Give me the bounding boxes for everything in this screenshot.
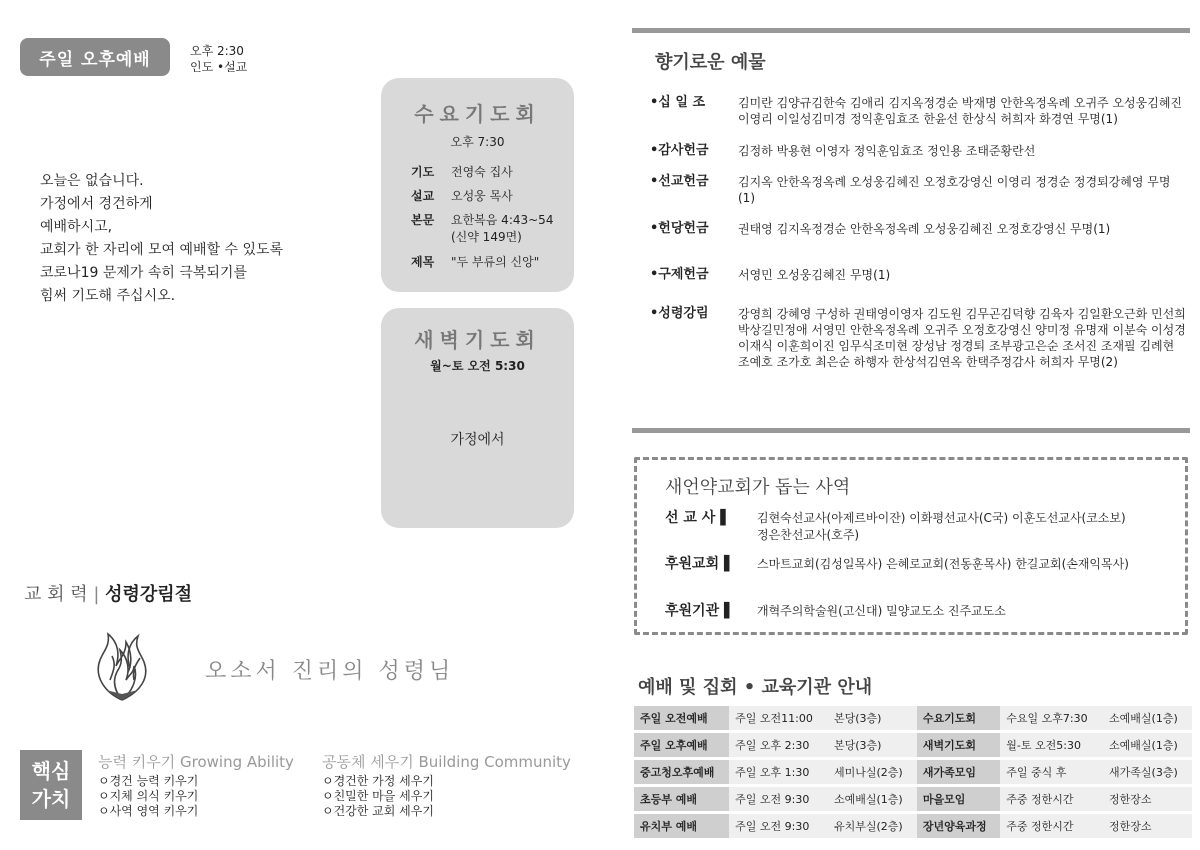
detail-value: (신약 149면) — [451, 230, 522, 244]
offering-names: 김정하 박용현 이영자 정익훈임효조 정인용 조태준황란선 — [738, 144, 1036, 158]
core-badge-line: 핵심 — [31, 759, 71, 783]
table-row — [634, 787, 1192, 811]
missions-title: 새언약교회가 돕는 사역 — [665, 477, 851, 498]
table-cell: 새벽기도회 — [917, 733, 1000, 757]
core-values-column-ability — [98, 755, 294, 819]
church-calendar-label: 교 회 력 — [24, 584, 88, 605]
wednesday-title: 수요기도회 — [414, 102, 541, 126]
dawn-time: 월~토 오전 5:30 — [430, 359, 525, 373]
detail-value: 요한복음 4:43~54 — [451, 213, 554, 227]
mission-text: 스마트교회(김성일목사) 은혜로교회(전동훈목사) 한길교회(손재익목사) — [757, 557, 1129, 571]
dawn-place: 가정에서 — [450, 432, 505, 448]
offering-row — [650, 143, 1186, 159]
message-line: 오늘은 없습니다. — [40, 173, 144, 189]
table-cell: 주중 정한시간 — [1000, 814, 1103, 838]
offering-label: •구제헌금 — [650, 267, 709, 282]
message-line: 힘써 기도해 주십시오. — [40, 288, 176, 304]
table-cell: 주일 오후 2:30 — [729, 733, 828, 757]
table-cell: 세미나실(2층) — [828, 760, 917, 784]
table-cell: 주일 중식 후 — [1000, 760, 1103, 784]
detail-value: 오성웅 목사 — [451, 189, 513, 203]
table-cell: 마을모임 — [917, 787, 1000, 811]
core-item: ㅇ경건한 가정 세우기 — [322, 774, 434, 788]
dawn-title: 새벽기도회 — [414, 328, 541, 352]
table-cell: 수요기도회 — [917, 706, 1000, 730]
detail-row — [411, 160, 574, 184]
message-line: 예배하시고, — [40, 219, 113, 235]
offering-names: 권태영 김지옥정경순 안한옥정옥례 오성웅김혜진 오정호강영신 무명(1) — [738, 222, 1111, 236]
offering-names: 김미란 김양규김한숙 김애리 김지옥정경순 박재명 안한옥정옥례 오귀주 오성웅김혜진 이영리 이일성김미경 정익훈임효조 한윤선 한상식 허희자 화경연 무명(1) — [738, 96, 1183, 126]
offerings-title: 향기로운 예물 — [655, 52, 766, 73]
mission-text: 개혁주의학술원(고신대) 밀양교도소 진주교도소 — [757, 604, 1006, 618]
table-cell: 수요일 오후7:30 — [1000, 706, 1103, 730]
mission-row: 후원기관 ▌ 개혁주의학술원(고신대) 밀양교도소 진주교도소 — [665, 603, 1137, 620]
table-cell: 주일 오후 1:30 — [729, 760, 828, 784]
core-item: ㅇ지체 의식 키우기 — [98, 789, 199, 803]
church-calendar-title: 성령강림절 — [105, 584, 193, 605]
table-cell: 초등부 예배 — [634, 787, 729, 811]
offering-row — [650, 306, 1186, 370]
offering-names: 김지옥 안한옥정옥례 오성웅김혜진 오정호강영신 이영리 정경순 정경퇴강혜영 무명(1) — [738, 175, 1171, 205]
offering-label: •헌당헌금 — [650, 221, 709, 236]
offering-row — [650, 95, 1186, 127]
offering-label: •십 일 조 — [650, 95, 706, 110]
wednesday-prayer-card — [381, 78, 574, 292]
table-cell: 주일 오전11:00 — [729, 706, 828, 730]
table-cell: 새가족실(3층) — [1103, 760, 1192, 784]
mission-row: 선 교 사 ▌ 김현숙선교사(아제르바이잔) 이화평선교사(C국) 이훈도선교사(코소보) 정은찬선교사(호주) — [665, 510, 1137, 544]
mission-label: 후원교회 — [665, 556, 720, 572]
offering-label: •감사헌금 — [650, 143, 709, 158]
detail-row — [411, 184, 574, 208]
table-cell: 유치부 예배 — [634, 814, 729, 838]
sunday-afternoon-info — [190, 43, 247, 75]
sunday-afternoon-lead: 인도 •설교 — [190, 60, 248, 74]
guide-title: 예배 및 집회 • 교육기관 안내 — [638, 677, 873, 698]
core-values-badge — [20, 750, 82, 820]
detail-row — [411, 229, 574, 246]
core-values-column-community — [322, 755, 571, 819]
core-column-title: 능력 키우기 — [98, 753, 176, 771]
mission-text: 김현숙선교사(아제르바이잔) 이화평선교사(C국) 이훈도선교사(코소보) 정은찬선교사(호주) — [757, 511, 1126, 542]
core-column-title-en: Building Community — [418, 753, 571, 771]
offering-row — [650, 267, 1186, 283]
mission-label: 선 교 사 — [665, 510, 716, 526]
sunday-afternoon-time: 오후 2:30 — [190, 44, 244, 58]
core-badge-line: 가치 — [31, 787, 71, 811]
schedule-table — [634, 703, 1192, 841]
table-cell: 장년양육과정 — [917, 814, 1000, 838]
table-cell: 새가족모임 — [917, 760, 1000, 784]
mission-row: 후원교회 ▌ 스마트교회(김성일목사) 은혜로교회(전동훈목사) 한길교회(손재익목사) — [665, 556, 1137, 573]
table-cell: 월-토 오전5:30 — [1000, 733, 1103, 757]
table-cell: 주중 정한시간 — [1000, 787, 1103, 811]
detail-row — [411, 250, 574, 274]
core-column-title-en: Growing Ability — [180, 753, 294, 771]
detail-value: "두 부류의 신앙" — [451, 255, 540, 269]
table-cell: 소예배실(1층) — [1103, 706, 1192, 730]
table-cell: 중고청오후예배 — [634, 760, 729, 784]
table-cell: 소예배실(1층) — [1103, 733, 1192, 757]
core-item: ㅇ친밀한 마을 세우기 — [322, 789, 434, 803]
core-item: ㅇ건강한 교회 세우기 — [322, 804, 434, 818]
top-divider — [632, 28, 1190, 33]
detail-key: 제목 — [411, 255, 435, 269]
offering-names: 강영희 강혜영 구성하 권태영이영자 김도원 김무곤김덕향 김육자 김일환오근화 민선희 박상길민정애 서영민 안한옥정옥례 오귀주 오정호강영신 양미정 유명재 이분숙 이성경 이재식 이훈희이진 임무식조미현 장성남 정경퇴 조부광고은순 조서진 조재필 김례현 조예호 조가호 최은순 하행자 한상석김연옥 한택주정감사 허희자 무명(2) — [738, 307, 1186, 369]
core-column-title: 공동체 세우기 — [322, 753, 414, 771]
table-cell: 정한장소 — [1103, 814, 1192, 838]
offering-row — [650, 174, 1186, 206]
table-cell: 주일 오전 9:30 — [729, 787, 828, 811]
table-cell: 본당(3층) — [828, 733, 917, 757]
sunday-afternoon-label: 주일 오후예배 — [20, 38, 170, 76]
middle-divider — [632, 428, 1190, 433]
offering-label: •성령강림 — [650, 306, 709, 321]
detail-key: 본문 — [411, 213, 435, 227]
table-cell: 정한장소 — [1103, 787, 1192, 811]
table-cell: 주일 오전 9:30 — [729, 814, 828, 838]
table-cell: 주일 오전예배 — [634, 706, 729, 730]
table-row — [634, 733, 1192, 757]
table-cell: 주일 오후예배 — [634, 733, 729, 757]
detail-value: 전영숙 집사 — [451, 165, 513, 179]
core-item: ㅇ경건 능력 키우기 — [98, 774, 199, 788]
table-cell: 유치부실(2층) — [828, 814, 917, 838]
sunday-afternoon-message — [40, 170, 283, 308]
table-cell: 본당(3층) — [828, 706, 917, 730]
message-line: 가정에서 경건하게 — [40, 196, 153, 212]
mission-label: 후원기관 — [665, 603, 720, 619]
holy-spirit-flame-icon — [86, 620, 158, 706]
table-row — [634, 706, 1192, 730]
wednesday-time: 오후 7:30 — [450, 135, 505, 149]
hymn-title: 오소서 진리의 성령님 — [205, 659, 455, 684]
church-calendar-heading: 교 회 력 | 성령강림절 — [24, 584, 193, 605]
table-cell: 소예배실(1층) — [828, 787, 917, 811]
table-row — [634, 814, 1192, 838]
message-line: 교회가 한 자리에 모여 예배할 수 있도록 — [40, 242, 284, 258]
message-line: 코로나19 문제가 속히 극복되기를 — [40, 265, 247, 281]
detail-key: 설교 — [411, 189, 435, 203]
offering-names: 서영민 오성웅김혜진 무명(1) — [738, 268, 891, 282]
detail-row — [411, 212, 574, 229]
table-row — [634, 760, 1192, 784]
wednesday-details — [411, 160, 574, 274]
offering-label: •선교헌금 — [650, 174, 709, 189]
dawn-prayer-card — [381, 308, 574, 528]
offering-row — [650, 221, 1186, 237]
detail-key — [411, 229, 451, 246]
detail-key: 기도 — [411, 165, 435, 179]
core-item: ㅇ사역 영역 키우기 — [98, 804, 199, 818]
